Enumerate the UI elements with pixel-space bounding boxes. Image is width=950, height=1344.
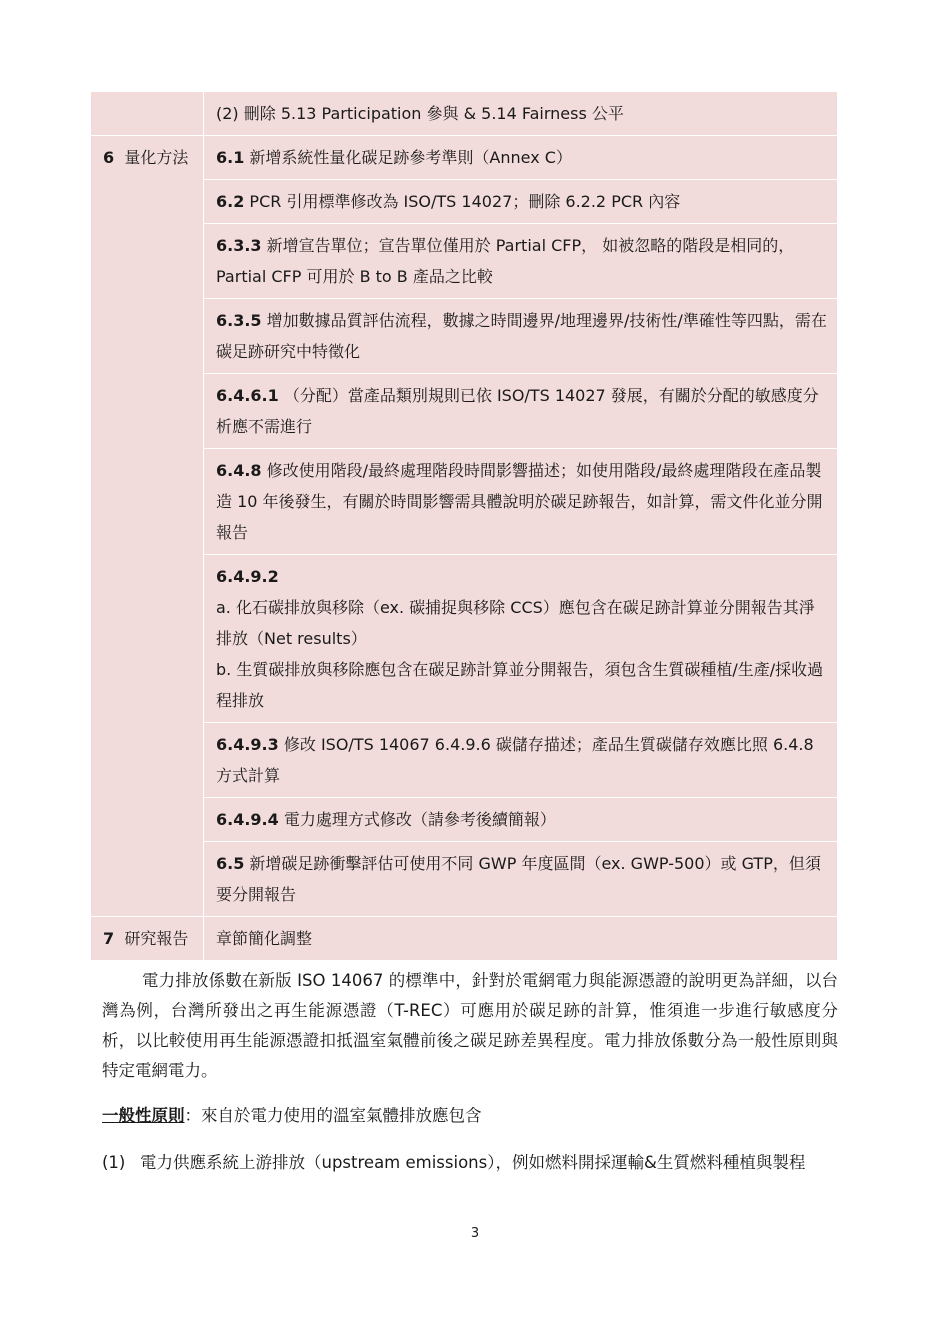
table-row bbox=[91, 224, 837, 299]
content-cell: 6.4.9.4 電力處理方式修改（請參考後續簡報） bbox=[204, 798, 838, 842]
table-row bbox=[91, 555, 837, 723]
section-cell bbox=[91, 92, 204, 136]
table-row bbox=[91, 842, 837, 917]
page-number: 3 bbox=[470, 1226, 480, 1241]
section-cell: 6 量化方法 bbox=[91, 136, 204, 917]
content-cell: 章節簡化調整 bbox=[204, 917, 838, 961]
table-row bbox=[91, 449, 837, 555]
content-cell: 6.3.3 新增宣告單位；宣告單位僅用於 Partial CFP， 如被忽略的階段是相同的，Partial CFP 可用於 B to B 產品之比較 bbox=[204, 224, 838, 299]
table-row bbox=[91, 136, 837, 180]
content-cell: 6.4.8 修改使用階段/最終處理階段時間影響描述；如使用階段/最終處理階段在產品製造 10 年後發生，有關於時間影響需具體說明於碳足跡報告，如計算，需文件化並分開報告 bbox=[204, 449, 838, 555]
content-cell: 6.4.9.3 修改 ISO/TS 14067 6.4.9.6 碳儲存描述；產品生質碳儲存效應比照 6.4.8 方式計算 bbox=[204, 723, 838, 798]
table-row bbox=[91, 798, 837, 842]
list-item bbox=[102, 1148, 838, 1178]
principle-line bbox=[102, 1101, 838, 1131]
list-item-number: (1) bbox=[102, 1153, 126, 1172]
amendment-table bbox=[91, 92, 837, 960]
content-cell: 6.4.9.2 a. 化石碳排放與移除（ex. 碳捕捉與移除 CCS）應包含在碳足跡計算並分開報告其淨排放（Net results） b. 生質碳排放與移除應包含在碳足跡計算並分開報告，須包含生質碳種植/生產/採收過程排放 bbox=[204, 555, 838, 723]
content-cell: 6.4.6.1 （分配）當產品類別規則已依 ISO/TS 14027 發展，有關於分配的敏感度分析應不需進行 bbox=[204, 374, 838, 449]
table-row bbox=[91, 299, 837, 374]
content-cell: (2) 刪除 5.13 Participation 參與 & 5.14 Fairness 公平 bbox=[204, 92, 838, 136]
content-cell: 6.1 新增系統性量化碳足跡參考準則（Annex C） bbox=[204, 136, 838, 180]
table-row bbox=[91, 723, 837, 798]
principle-text: ：來自於電力使用的溫室氣體排放應包含 bbox=[184, 1106, 482, 1125]
content-cell: 6.5 新增碳足跡衝擊評估可使用不同 GWP 年度區間（ex. GWP-500）或 GTP，但須要分開報告 bbox=[204, 842, 838, 917]
list-item-text: 電力供應系統上游排放（upstream emissions），例如燃料開採運輸&生質燃料種植與製程 bbox=[140, 1153, 806, 1172]
section-cell: 7 研究報告 bbox=[91, 917, 204, 961]
principle-label: 一般性原則 bbox=[102, 1106, 185, 1125]
body-paragraph: 電力排放係數在新版 ISO 14067 的標準中，針對於電網電力與能源憑證的說明更為詳細，以台灣為例，台灣所發出之再生能源憑證（T-REC）可應用於碳足跡的計算，惟須進一步進行敏感度分析，以比較使用再生能源憑證扣抵溫室氣體前後之碳足跡差異程度。電力排放係數分為一般性原則與特定電網電力。 bbox=[102, 971, 838, 1080]
table-row bbox=[91, 374, 837, 449]
table-row bbox=[91, 917, 837, 961]
table-row bbox=[91, 92, 837, 136]
content-cell: 6.3.5 增加數據品質評估流程，數據之時間邊界/地理邊界/技術性/準確性等四點，需在碳足跡研究中特徵化 bbox=[204, 299, 838, 374]
table-row bbox=[91, 180, 837, 224]
content-cell: 6.2 PCR 引用標準修改為 ISO/TS 14027；刪除 6.2.2 PCR 內容 bbox=[204, 180, 838, 224]
